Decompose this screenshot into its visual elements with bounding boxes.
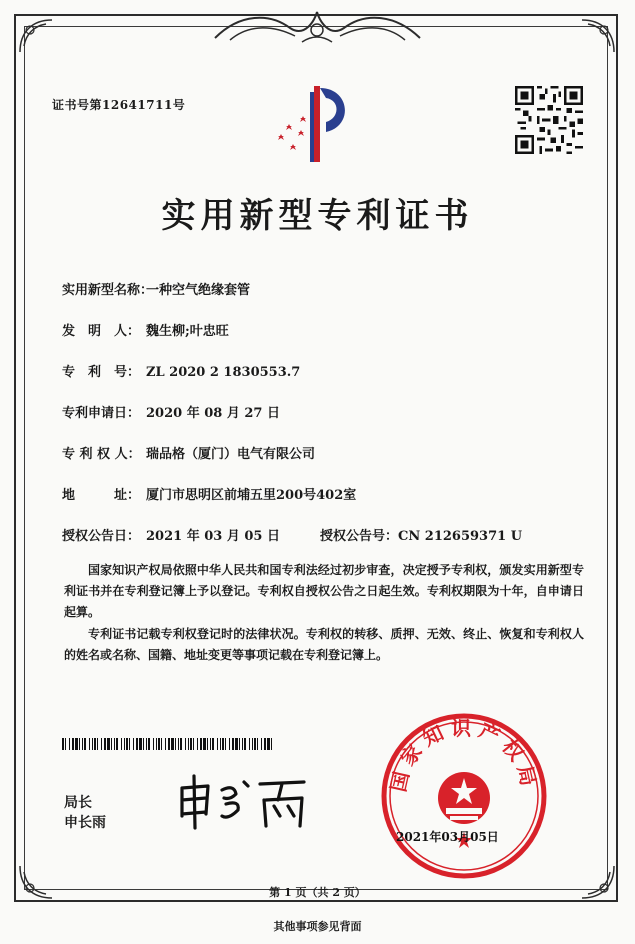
grant-number-row — [320, 525, 522, 544]
handwritten-signature-icon — [178, 770, 318, 832]
footer-note: 其他事项参见背面 — [273, 920, 362, 933]
address-row — [62, 484, 356, 503]
grant-statement-paragraph: 国家知识产权局依照中华人民共和国专利法经过初步审查，决定授予专利权，颁发实用新型专利证书并在专利登记簿上予以登记。专利权自授权公告之日起生效。专利权期限为十年，自申请日起算。 — [64, 563, 584, 619]
patent-number-value: ZL 2020 2 1830553.7 — [146, 365, 301, 380]
inventor-label: 发 明 人： — [62, 324, 141, 339]
utility-model-name-label: 实用新型名称： — [62, 283, 154, 298]
filing-date-row — [62, 402, 280, 421]
grant-number-value: CN 212659371 U — [398, 529, 523, 544]
certificate-number: 证书号第12641711号 — [52, 98, 186, 112]
patentee-label: 专 利 权 人： — [62, 447, 141, 462]
inventor-row — [62, 320, 229, 339]
patentee-value: 瑞品格（厦门）电气有限公司 — [146, 447, 316, 462]
address-label: 地 址： — [62, 488, 141, 503]
seal-date: 2021年03月05日 — [396, 830, 499, 844]
corner-ornament-icon — [578, 16, 618, 56]
patent-number-label: 专 利 号： — [62, 365, 141, 380]
grant-date-value: 2021 年 03 月 05 日 — [146, 529, 280, 544]
filing-date-label: 专利申请日： — [62, 406, 141, 421]
certificate-title: 实用新型专利证书 — [161, 196, 474, 236]
director-title: 局长 — [64, 795, 92, 811]
patentee-row — [62, 443, 315, 462]
seal-text: 国家知识产权局 — [386, 715, 542, 794]
filing-date-value: 2020 年 08 月 27 日 — [146, 406, 280, 421]
director-name: 申长雨 — [64, 815, 106, 831]
utility-model-name-value: 一种空气绝缘套管 — [146, 283, 251, 298]
corner-ornament-icon — [16, 16, 56, 56]
grant-date-label: 授权公告日： — [62, 529, 141, 544]
legal-status-paragraph: 专利证书记载专利权登记时的法律状况。专利权的转移、质押、无效、终止、恢复和专利权人的姓名或名称、国籍、地址变更等事项记载在专利登记簿上。 — [64, 627, 584, 662]
grant-date-row — [62, 525, 280, 544]
qr-code-icon — [515, 86, 583, 154]
page-number: 第 1 页（共 2 页） — [269, 886, 366, 899]
barcode-icon — [62, 738, 274, 750]
utility-model-name-row — [62, 279, 250, 298]
top-ornament-icon — [210, 8, 425, 48]
patent-number-row — [62, 361, 300, 380]
grant-number-label: 授权公告号： — [320, 529, 399, 544]
official-red-seal-icon — [380, 712, 548, 880]
inventor-value: 魏生柳;叶忠旺 — [146, 324, 229, 339]
address-value: 厦门市思明区前埔五里200号402室 — [146, 488, 357, 503]
cnipa-logo-icon — [270, 78, 360, 168]
